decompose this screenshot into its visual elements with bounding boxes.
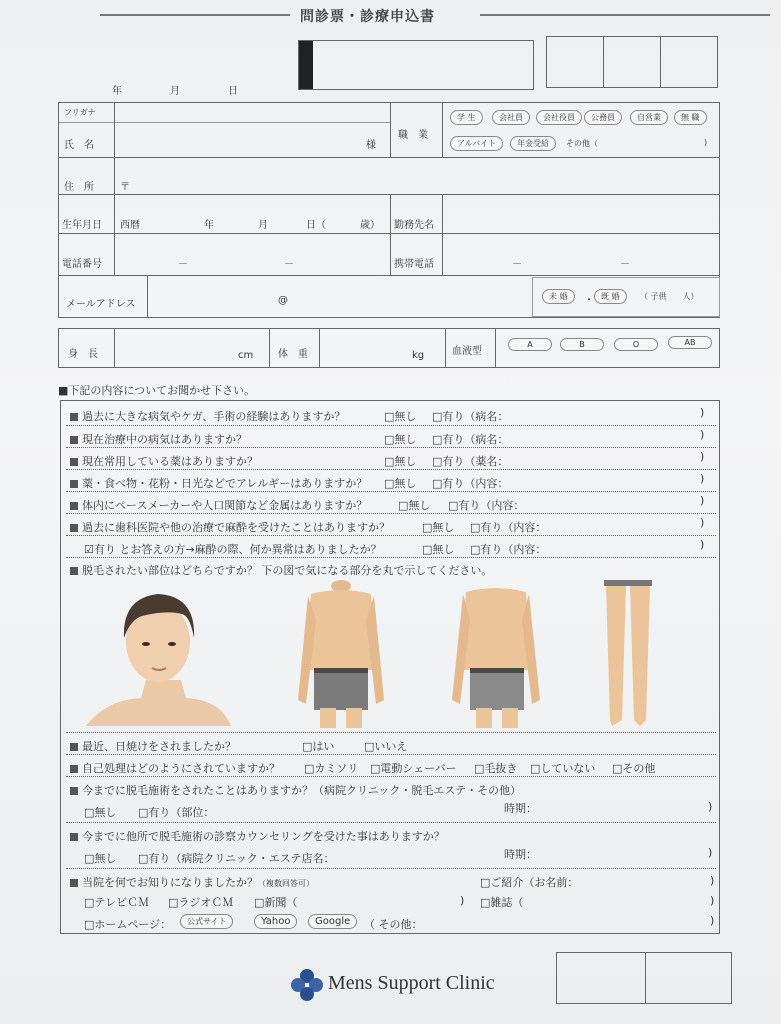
q2-close: ) [700,428,705,441]
height-label: 身 長 [68,349,98,360]
sunburn-yes[interactable]: □はい [302,740,335,753]
marital-unmarried[interactable]: 未 婚 [542,289,575,304]
weight-label: 体 重 [278,349,308,360]
source-newspaper[interactable]: □新聞（ [254,896,298,909]
source-note: （複数回答可） [258,879,314,888]
hair-removal-question: 脱毛されたい部位はどちらですか？ 下の図で気になる部分を丸で示してください。 [70,562,492,578]
q6-none[interactable]: □無し [422,521,455,534]
blood-label: 血液型 [452,346,482,357]
source-radio[interactable]: □ラジオＣＭ [168,896,234,909]
id-box[interactable] [298,40,534,90]
q3-yes[interactable]: □有り（薬名： [432,455,509,468]
phone-dash-2: － [284,259,294,270]
q2-yes[interactable]: □有り（病名： [432,433,509,446]
self-care-other[interactable]: □その他 [612,762,656,775]
marital-married[interactable]: 既 婚 [594,289,627,304]
postal-mark: 〒 [120,182,130,193]
counseling-yes[interactable]: □有り（病院クリニック・エステ店名： [138,852,335,865]
workplace-field[interactable] [444,196,718,230]
footer-stamp-boxes[interactable] [556,952,732,1004]
question-2: 現在治療中の病気はありますか？ [70,431,247,447]
occupation-civil-servant[interactable]: 公務員 [584,110,622,125]
occupation-self-employed[interactable]: 自営業 [630,110,668,125]
prior-treatment-none[interactable]: □無し [84,806,117,819]
name-field[interactable] [116,110,386,150]
address-field[interactable] [134,160,714,190]
source-referral-close: ) [710,874,715,887]
date-month: 月 [170,86,180,97]
q2-none[interactable]: □無し [384,433,417,446]
counseling-close: ) [708,846,713,859]
q1-close: ) [700,406,705,419]
weight-unit: kg [412,350,425,361]
blood-b[interactable]: B [560,338,604,351]
weight-field[interactable] [322,332,442,364]
self-care-tweezers[interactable]: □毛抜き [474,762,518,775]
sunburn-no[interactable]: □いいえ [364,740,408,753]
birth-month: 月 [258,220,268,231]
prior-treatment-period[interactable]: 時期： [504,802,537,815]
followup-checkbox[interactable]: ☑ [84,543,94,556]
honorific: 様 [366,140,376,151]
q6-yes[interactable]: □有り（内容： [470,521,547,534]
face-diagram[interactable] [86,594,231,726]
occupation-label: 職 業 [398,130,428,141]
birth-era: 西暦 [120,220,140,231]
prior-treatment-close: ) [708,800,713,813]
counseling-period[interactable]: 時期： [504,848,537,861]
occupation-executive[interactable]: 会社役員 [536,110,582,125]
occupation-pensioner[interactable]: 年金受給 [510,136,556,151]
question-4: 薬・食べ物・花粉・日光などでアレルギーはありますか？ [70,475,367,491]
birth-day: 日（ [306,220,326,231]
source-magazine-close: ) [710,894,715,907]
followup-close: ) [700,538,705,551]
email-field[interactable] [150,278,520,314]
title-rule-left [100,14,290,16]
front-body-diagram[interactable] [298,580,384,728]
q1-yes[interactable]: □有り（病名： [432,410,509,423]
occupation-employee[interactable]: 会社員 [492,110,530,125]
email-at: @ [278,295,288,306]
q4-yes[interactable]: □有り（内容： [432,477,509,490]
birth-year: 年 [204,220,214,231]
title-rule-right [480,14,770,16]
prior-treatment-question: 今までに脱毛施術をされたことはありますか？（病院クリニック・脱毛エステ・その他） [70,782,521,798]
counseling-question: 今までに他所で脱毛施術の診察カウンセリングを受けた事はありますか？ [70,828,445,844]
source-tv[interactable]: □テレビＣＭ [84,896,150,909]
source-google[interactable]: Google [308,914,357,929]
self-care-none[interactable]: □していない [530,762,596,775]
question-5: 体内にペースメーカーや人口関節など金属はありますか？ [70,497,367,513]
source-yahoo[interactable]: Yahoo [254,914,297,929]
q5-yes[interactable]: □有り（内容： [448,499,525,512]
followup-yes[interactable]: □有り（内容： [470,543,547,556]
q4-close: ) [700,472,705,485]
date-day: 日 [228,86,238,97]
question-6: 過去に歯科医院や他の治療で麻酔を受けたことはありますか？ [70,519,390,535]
marital-sep: ・ [584,295,594,306]
counseling-none[interactable]: □無し [84,852,117,865]
source-other[interactable]: （ その他： [364,918,423,931]
followup-none[interactable]: □無し [422,543,455,556]
blood-a[interactable]: A [508,338,552,351]
phone-label: 電話番号 [62,259,102,270]
question-3: 現在常用している薬はありますか？ [70,453,258,469]
prior-treatment-yes[interactable]: □有り（部位： [138,806,215,819]
q6-close: ) [700,516,705,529]
q4-none[interactable]: □無し [384,477,417,490]
q5-none[interactable]: □無し [398,499,431,512]
question-1: 過去に大きな病気やケガ、手術の経験はありますか？ [70,408,345,424]
id-box-mark [299,41,313,89]
children-count[interactable]: （ 子供 人） [640,292,699,301]
mobile-dash-1: － [512,259,522,270]
source-magazine[interactable]: □雑誌（ [480,896,524,909]
q3-close: ) [700,450,705,463]
intro-text: ■下記の内容についてお聞かせ下さい。 [58,384,256,397]
mobile-dash-2: － [620,259,630,270]
occupation-unemployed[interactable]: 無 職 [674,110,707,125]
sunburn-question: 最近、日焼けをされましたか？ [70,738,236,754]
source-referral[interactable]: □ご紹介（お名前： [480,876,579,889]
form-title: 問診票・診療申込書 [300,9,435,25]
self-care-shaver[interactable]: □電動シェーバー [370,762,457,775]
clinic-name: Mens Support Clinic [328,972,495,994]
legs-diagram[interactable] [604,580,652,726]
occupation-student[interactable]: 学 生 [450,110,483,125]
source-homepage[interactable]: □ホームページ： [84,918,172,931]
body-diagrams[interactable] [86,580,696,730]
mobile-field[interactable] [444,236,718,272]
occupation-other-close: ) [704,138,708,147]
date-year: 年 [112,86,122,97]
birth-label: 生年月日 [62,220,102,231]
staff-stamp-boxes[interactable] [546,36,718,88]
phone-field[interactable] [116,236,386,272]
clinic-logo-icon [290,968,324,1002]
occupation-part-time[interactable]: アルバイト [450,136,503,151]
source-other-close: ) [710,914,715,927]
source-question: 当院を何でお知りになりましたか？（複数回答可） [70,874,314,890]
blood-ab[interactable]: AB [668,336,712,349]
name-label: 氏 名 [64,140,94,151]
phone-dash-1: － [178,259,188,270]
blood-o[interactable]: O [614,338,658,351]
self-care-razor[interactable]: □カミソリ [304,762,359,775]
age: 歳） [360,220,380,231]
email-label: メールアドレス [66,299,136,310]
source-newspaper-close: ) [460,894,465,907]
occupation-other[interactable]: その他（ [566,139,598,148]
height-unit: cm [238,350,254,361]
source-official-site[interactable]: 公式サイト [180,914,233,929]
mobile-label: 携帯電話 [394,259,434,270]
height-field[interactable] [116,332,266,364]
q1-none[interactable]: □無し [384,410,417,423]
address-label: 住 所 [64,182,94,193]
workplace-label: 勤務先名 [394,220,434,231]
q3-none[interactable]: □無し [384,455,417,468]
back-body-diagram[interactable] [452,588,540,728]
self-care-question: 自己処理はどのようにされていますか？ [70,760,280,776]
furigana-label: フリガナ [64,108,96,117]
followup-question: ☑有り とお答えの方→麻酔の際、何か異常はありましたか？ [84,543,382,556]
q5-close: ) [700,494,705,507]
